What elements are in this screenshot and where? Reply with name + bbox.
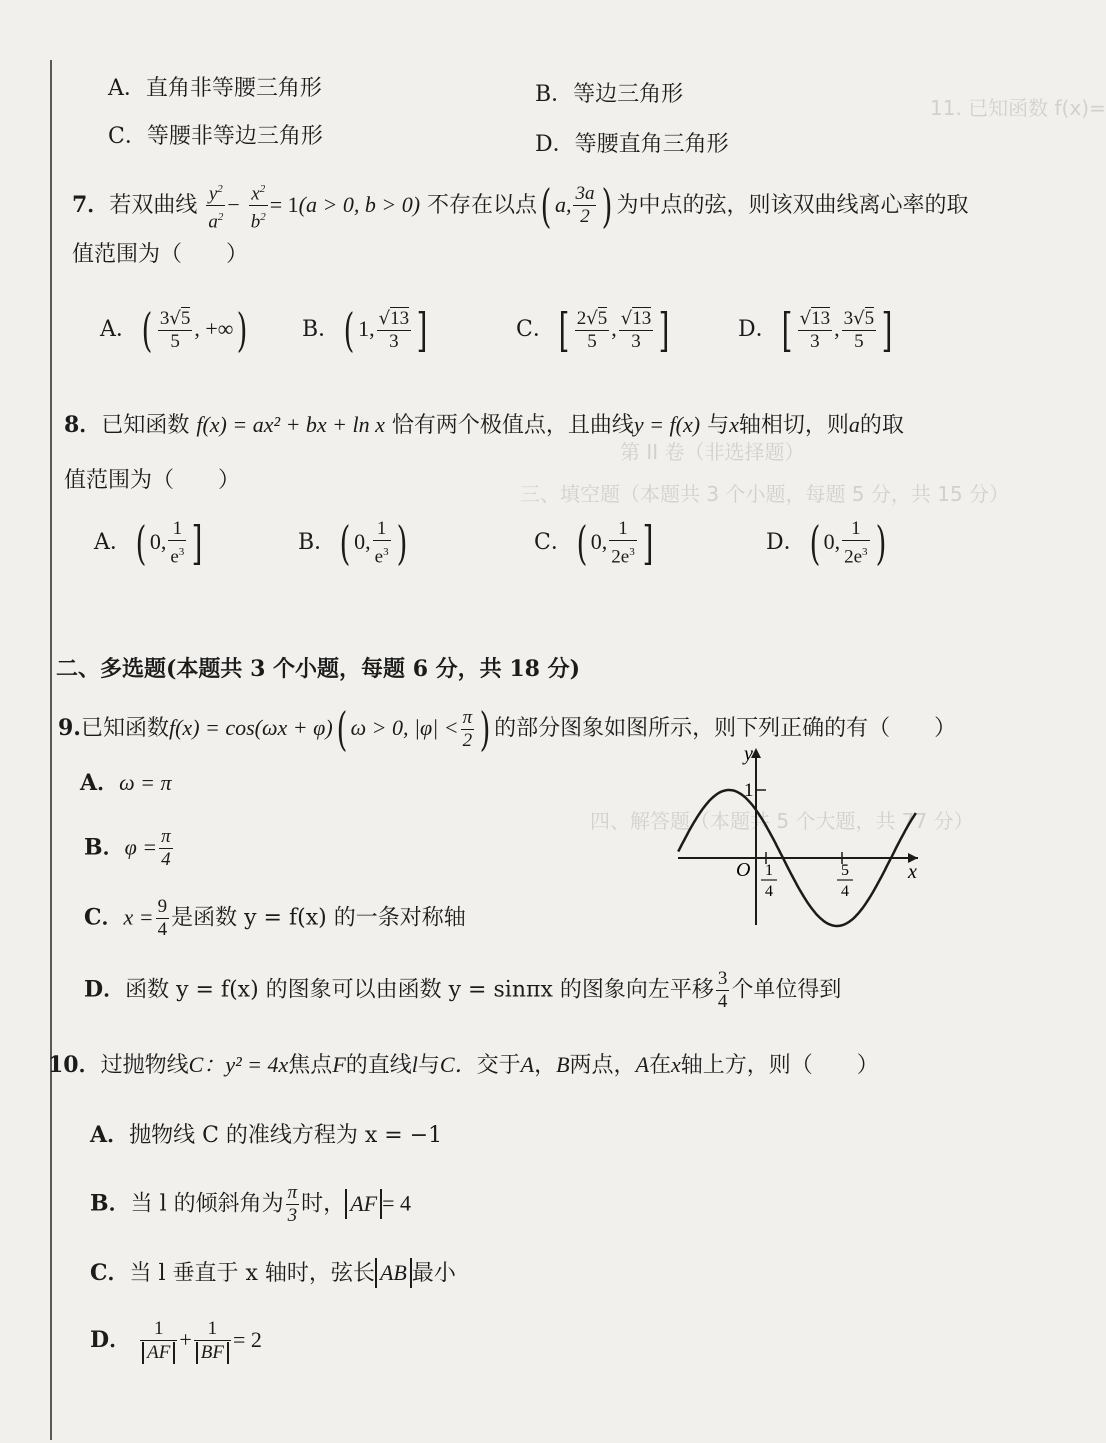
q8-stem-cont: 值范围为（ ） (64, 468, 241, 493)
q10-option-d: D． $\frac{1}{AF}$ + $\frac{1}{BF}$ = 2 (90, 1318, 262, 1363)
q9-option-d: D．函数 y = f(x) 的图象可以由函数 y = sinπx 的图象向左平移 $\frac{3}{4}$ 个单位得到 (84, 968, 842, 1012)
tick-quarter-num: 1 (765, 862, 773, 879)
q9-option-a: A．ω = π (80, 770, 172, 796)
y-label: y (744, 743, 753, 765)
q7-stem: 7．若双曲线 $\frac{y^2}{a^2}$ − $\frac{x^2}{b^2}$ = 1(a > 0, b > 0) 不存在以点( a, $\frac{3a}{2}$ ) 为中点的弦，则该双曲线离心率的取 (72, 178, 969, 233)
q6-option-b: B．等边三角形 (535, 82, 684, 107)
tick-five-num: 5 (841, 862, 849, 879)
ghost-text: 三、填空题（本题共 3 个小题，每题 5 分，共 15 分） (520, 482, 1010, 506)
q9-option-b: B．φ = $\frac{\pi}{4}$ (84, 826, 171, 870)
binding-margin-line (50, 60, 52, 1440)
q8-option-d: D．( 0, $\frac{1}{2e^3}$ ) (766, 516, 886, 571)
q6-option-d: D．等腰直角三角形 (535, 132, 729, 157)
q8-option-a: A．( 0, $\frac{1}{e^3}$ ] (94, 516, 203, 571)
tick-quarter-den: 4 (765, 883, 773, 900)
q9-option-c: C．x = $\frac{9}{4}$ 是函数 y = f(x) 的一条对称轴 (84, 896, 466, 940)
q7-option-b: B．( 1, $\frac{√13}{3}$ ] (302, 303, 428, 357)
q10-stem: 10．过抛物线C：y² = 4x焦点F的直线l与C．交于A，B两点，A在x轴上方，则（ ） (48, 1052, 879, 1078)
q9-cosine-graph (670, 740, 930, 930)
q9-stem: 9.已知函数f(x) = cos(ωx + φ)( ω > 0, |φ| < $\frac{\pi}{2}$ ) 的部分图象如图所示，则下列正确的有（ ） (58, 702, 957, 756)
one-label: 1 (744, 780, 754, 801)
q8-option-c: C．( 0, $\frac{1}{2e^3}$ ] (534, 516, 654, 571)
section-header-multichoice: 二、多选题(本题共 3 个小题，每题 6 分，共 18 分) (56, 656, 581, 682)
ghost-text: 11. 已知函数 f(x)= (930, 96, 1106, 120)
q6-option-c: C．等腰非等边三角形 (108, 124, 323, 149)
q6-option-a: A．直角非等腰三角形 (108, 76, 322, 101)
q10-option-a: A．抛物线 C 的准线方程为 x = −1 (90, 1122, 443, 1148)
q8-option-b: B．( 0, $\frac{1}{e^3}$ ) (298, 516, 407, 571)
q7-stem-cont: 值范围为（ ） (72, 242, 249, 267)
q10-option-c: C．当 l 垂直于 x 轴时，弦长 AB 最小 (90, 1260, 456, 1286)
q10-option-b: B．当 l 的倾斜角为 $\frac{\pi}{3}$ 时， AF = 4 (90, 1182, 411, 1226)
tick-five-den: 4 (841, 883, 849, 900)
ghost-text: 四、解答题（本题共 5 个大题，共 77 分） (590, 809, 974, 833)
q7-option-c: C．[ $\frac{2√5}{5}$ , $\frac{√13}{3}$ ] (516, 303, 670, 357)
ghost-text: 第 II 卷（非选择题） (620, 440, 805, 464)
q8-stem: 8．已知函数 f(x) = ax² + bx + ln x 恰有两个极值点，且曲线y = f(x) 与x轴相切，则a的取 (64, 412, 904, 438)
q7-option-d: D．[ $\frac{√13}{3}$ , $\frac{3√5}{5}$ ] (738, 303, 893, 357)
origin-label: O (736, 859, 751, 881)
q7-option-a: A．( $\frac{3√5}{5}$ , +∞) (100, 303, 248, 357)
x-label: x (908, 861, 917, 883)
